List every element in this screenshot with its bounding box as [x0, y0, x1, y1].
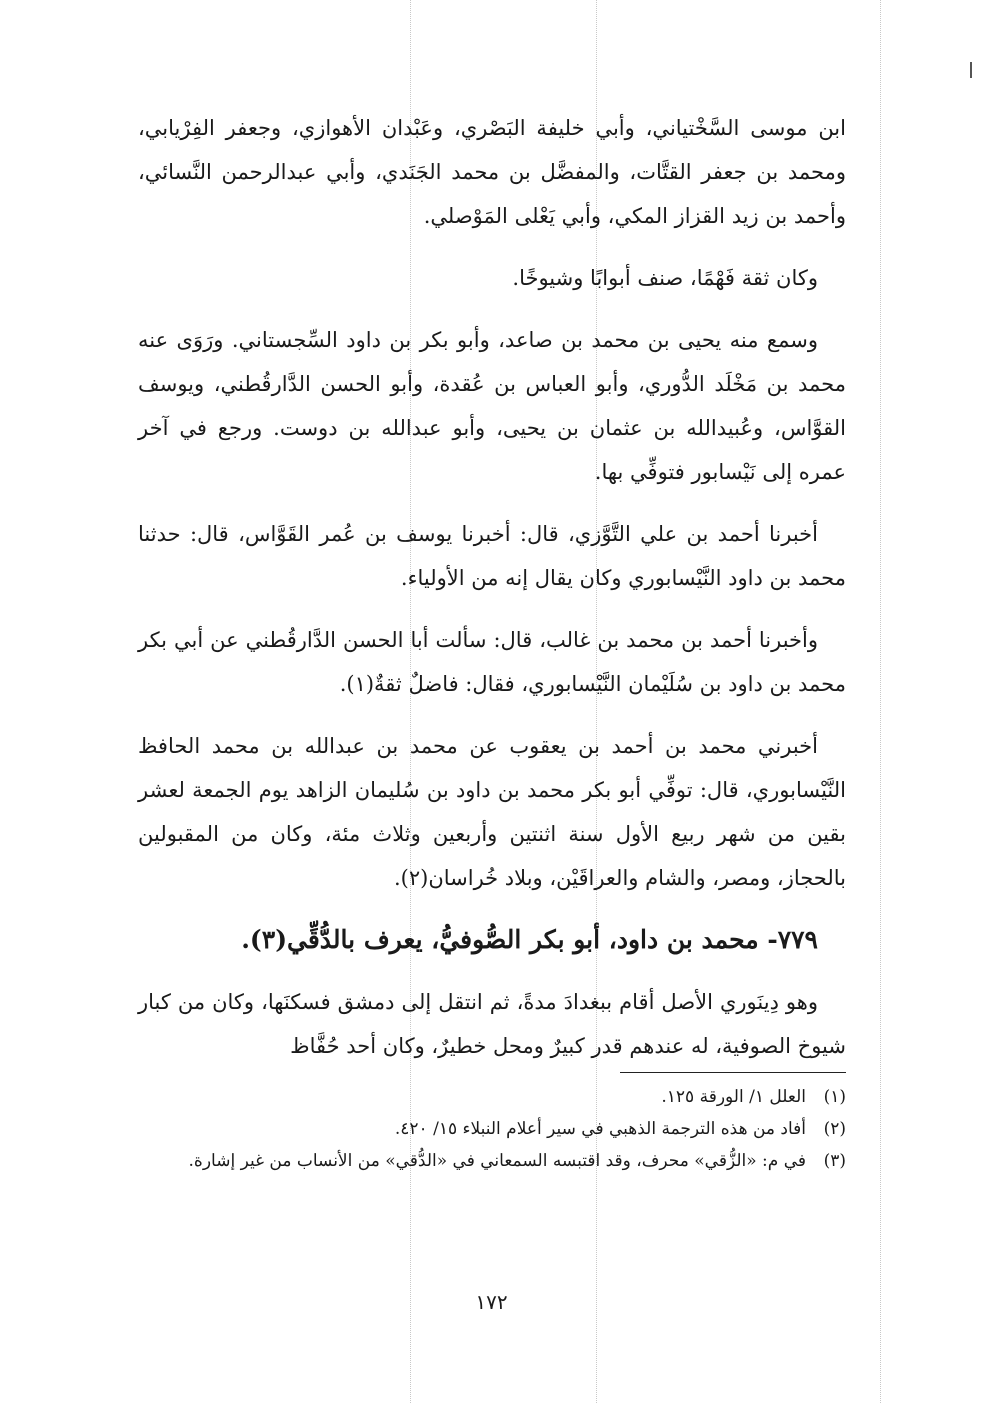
main-text — [138, 106, 846, 1086]
entry-paragraph: وهو دِينَوري الأصل أقام ببغدادَ مدةً، ثم انتقل إلى دمشق فسكنَها، وكان من كبار شيوخ الصوفية، له عندهم قدر كبيرٌ ومحل خطيرٌ، وكان أحد حُفَّاظ — [138, 990, 846, 1058]
footnote-text: في م: «الزُّقي» محرف، وقد اقتبسه السمعاني في «الدُّقي» من الأنساب من غير إشارة. — [188, 1151, 806, 1171]
footnote-number: (٣) — [823, 1151, 846, 1171]
paragraph: أخبرني محمد بن أحمد بن يعقوب عن محمد بن عبدالله بن محمد الحافظ النَّيْسابوري، قال: توفِّي أبو بكر محمد بن داود بن سُليمان الزاهد يوم الجمعة لعشر بقين من شهر ربيع الأول سنة اثنتين وأربعين وثلاث مئة، وكان من المقبولين بالحجاز، ومصر، والشام والعراقَيْن، وبلاد خُراسان(٢). — [138, 734, 846, 890]
footnote-number: (١) — [823, 1087, 846, 1107]
page-number: ١٧٢ — [475, 1290, 508, 1314]
scan-artifact-line — [880, 0, 881, 1403]
footnotes — [138, 1082, 846, 1178]
margin-mark — [970, 62, 972, 78]
footnote-text: العلل ١/ الورقة ١٢٥. — [661, 1087, 806, 1107]
entry-heading: ٧٧٩- محمد بن داود، أبو بكر الصُّوفيُّ، يعرف بالدُّقِّي(٣). — [241, 925, 818, 954]
paragraph: وكان ثقة فَهْمًا، صنف أبوابًا وشيوخًا. — [512, 266, 818, 290]
footnote-number: (٢) — [823, 1119, 846, 1139]
footnote — [138, 1114, 846, 1144]
footnote — [138, 1146, 846, 1176]
paragraph: وسمع منه يحيى بن محمد بن صاعد، وأبو بكر بن داود السِّجستاني. ورَوَى عنه محمد بن مَخْلَد الدُّوري، وأبو العباس بن عُقدة، وأبو الحسن الدَّارقُطني، ويوسف القوَّاس، وعُبيدالله بن عثمان بن يحيى، وأبو عبدالله بن دوست. ورجع في آخر عمره إلى نَيْسابور فتوفِّي بها. — [138, 328, 846, 484]
footnote-divider — [620, 1072, 846, 1073]
paragraph: ابن موسى السَّخْتياني، وأبي خليفة البَصْري، وعَبْدان الأهوازي، وجعفر الفِرْيابي، ومحمد بن جعفر القتَّات، والمفضَّل بن محمد الجَنَدي، وأبي عبدالرحمن النَّسائي، وأحمد بن زيد القزاز المكي، وأبي يَعْلى المَوْصلي. — [138, 116, 846, 228]
paragraph: أخبرنا أحمد بن علي التَّوَّزي، قال: أخبرنا يوسف بن عُمر القَوَّاس، قال: حدثنا محمد بن داود النَّيْسابوري وكان يقال إنه من الأولياء. — [138, 522, 846, 590]
footnote-text: أفاد من هذه الترجمة الذهبي في سير أعلام النبلاء ١٥/ ٤٢٠. — [394, 1119, 806, 1139]
paragraph: وأخبرنا أحمد بن محمد بن غالب، قال: سألت أبا الحسن الدَّارقُطني عن أبي بكر محمد بن داود بن سُلَيْمان النَّيْسابوري، فقال: فاضلٌ ثقةٌ(١). — [138, 628, 846, 696]
footnote — [138, 1082, 846, 1112]
